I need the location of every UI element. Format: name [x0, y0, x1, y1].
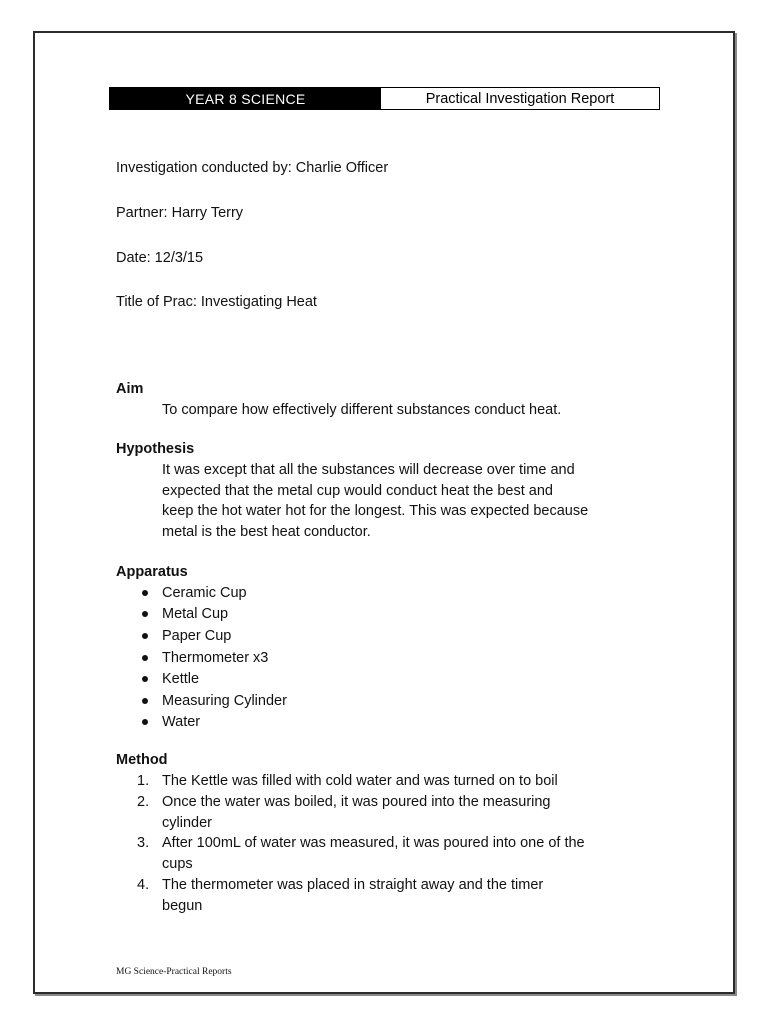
apparatus-item: [140, 625, 231, 646]
apparatus-item: [140, 690, 287, 711]
apparatus-item-label: Metal Cup: [162, 605, 229, 622]
hypothesis-line: expected that the metal cup would conduct heat the best and: [162, 483, 553, 499]
prac-title: Title of Prac: Investigating Heat: [116, 294, 317, 310]
method-step-line: The Kettle was filled with cold water and was turned on to boil: [162, 773, 558, 789]
hypothesis-line: It was except that all the substances will decrease over time and: [162, 462, 575, 478]
hypothesis-heading: Hypothesis: [116, 441, 195, 457]
method-step-number: 1.: [137, 773, 150, 789]
bullet-icon: [142, 655, 148, 661]
apparatus-heading: Apparatus: [116, 564, 188, 580]
partner: Partner: Harry Terry: [116, 205, 244, 221]
apparatus-item: [140, 603, 228, 624]
apparatus-item-label: Paper Cup: [162, 627, 232, 644]
header-subject: YEAR 8 SCIENCE: [110, 88, 381, 109]
bullet-icon: [142, 698, 148, 704]
conducted-by: Investigation conducted by: Charlie Officer: [116, 160, 389, 176]
method-step-number: 4.: [137, 877, 150, 893]
apparatus-item: [140, 711, 200, 732]
method-step-number: 2.: [137, 794, 150, 810]
aim-text: To compare how effectively different substances conduct heat.: [162, 402, 562, 418]
date: Date: 12/3/15: [116, 250, 204, 266]
method-step-line: begun: [162, 898, 203, 914]
apparatus-item-label: Thermometer x3: [162, 649, 269, 666]
apparatus-item-label: Ceramic Cup: [162, 584, 247, 601]
method-step-line: The thermometer was placed in straight away and the timer: [162, 877, 544, 893]
method-step-line: cylinder: [162, 815, 212, 831]
hypothesis-line: metal is the best heat conductor.: [162, 524, 371, 540]
method-step-line: After 100mL of water was measured, it was poured into one of the: [162, 835, 585, 851]
report-header: [109, 87, 660, 110]
bullet-icon: [142, 590, 148, 596]
bullet-icon: [142, 719, 148, 725]
bullet-icon: [142, 633, 148, 639]
method-step-line: cups: [162, 856, 193, 872]
apparatus-item-label: Kettle: [162, 670, 200, 687]
apparatus-item: [140, 647, 268, 668]
bullet-icon: [142, 611, 148, 617]
method-step-line: Once the water was boiled, it was poured into the measuring: [162, 794, 551, 810]
apparatus-item: [140, 668, 199, 689]
aim-heading: Aim: [116, 381, 144, 397]
hypothesis-line: keep the hot water hot for the longest. This was expected because: [162, 503, 589, 519]
method-step-number: 3.: [137, 835, 150, 851]
header-report-type: Practical Investigation Report: [425, 90, 615, 107]
page-footer: MG Science-Practical Reports: [116, 967, 232, 977]
apparatus-item-label: Water: [162, 713, 201, 730]
apparatus-item-label: Measuring Cylinder: [162, 692, 287, 709]
bullet-icon: [142, 676, 148, 682]
apparatus-item: [140, 582, 247, 603]
method-heading: Method: [116, 752, 168, 768]
